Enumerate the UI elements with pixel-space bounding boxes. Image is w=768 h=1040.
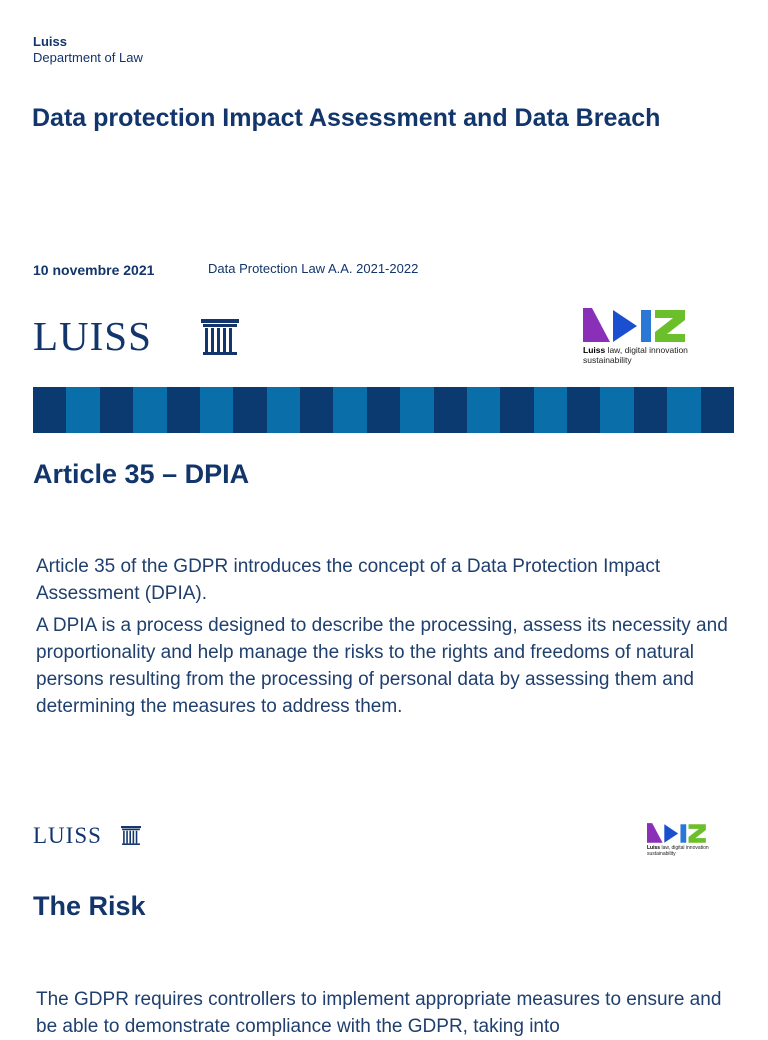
column-icon <box>201 319 239 355</box>
organization-name: Luiss <box>33 34 67 49</box>
stripe-segment <box>367 387 400 433</box>
decorative-stripe <box>33 387 734 433</box>
section-paragraph: A DPIA is a process designed to describe the processing, assess its necessity and proportionality and help manage the risks to the rights and freedoms of natural persons resulting from the processing of personal data by assessing them and determining the measures to address them. <box>36 615 728 717</box>
lab-caption: Luiss law, digital innovation sustainability <box>583 345 688 365</box>
stripe-segment <box>634 387 667 433</box>
stripe-segment <box>300 387 333 433</box>
stripe-segment <box>701 387 734 433</box>
stripe-segment <box>167 387 200 433</box>
luiss-wordmark-small: LUISS <box>33 823 102 848</box>
ldis-lab-logo <box>583 308 687 344</box>
department-name: Department of Law <box>33 50 143 65</box>
stripe-segment <box>434 387 467 433</box>
stripe-segment <box>400 387 433 433</box>
stripe-segment <box>133 387 166 433</box>
ldis-lab-logo-small <box>647 823 707 844</box>
document-title: Data protection Impact Assessment and Data Breach <box>32 104 661 132</box>
lab-caption-small: Luiss law, digital innovation sustainability <box>647 845 709 857</box>
stripe-segment <box>100 387 133 433</box>
section-heading-article-35: Article 35 – DPIA <box>33 459 250 489</box>
section-paragraph: Article 35 of the GDPR introduces the concept of a Data Protection Impact Assessment (DPIA). <box>36 556 661 604</box>
stripe-segment <box>200 387 233 433</box>
stripe-segment <box>600 387 633 433</box>
stripe-segment <box>66 387 99 433</box>
course-name: Data Protection Law A.A. 2021-2022 <box>208 261 419 276</box>
column-icon <box>121 826 141 845</box>
section-paragraph: The GDPR requires controllers to implement appropriate measures to ensure and be able to demonstrate compliance with the GDPR, taking into <box>36 989 722 1037</box>
stripe-segment <box>534 387 567 433</box>
stripe-segment <box>233 387 266 433</box>
stripe-segment <box>33 387 66 433</box>
section-heading-the-risk: The Risk <box>33 891 146 921</box>
stripe-segment <box>267 387 300 433</box>
stripe-segment <box>500 387 533 433</box>
stripe-segment <box>567 387 600 433</box>
document-date: 10 novembre 2021 <box>33 262 155 278</box>
stripe-segment <box>333 387 366 433</box>
stripe-segment <box>467 387 500 433</box>
luiss-wordmark: LUISS <box>33 313 152 359</box>
stripe-segment <box>667 387 700 433</box>
